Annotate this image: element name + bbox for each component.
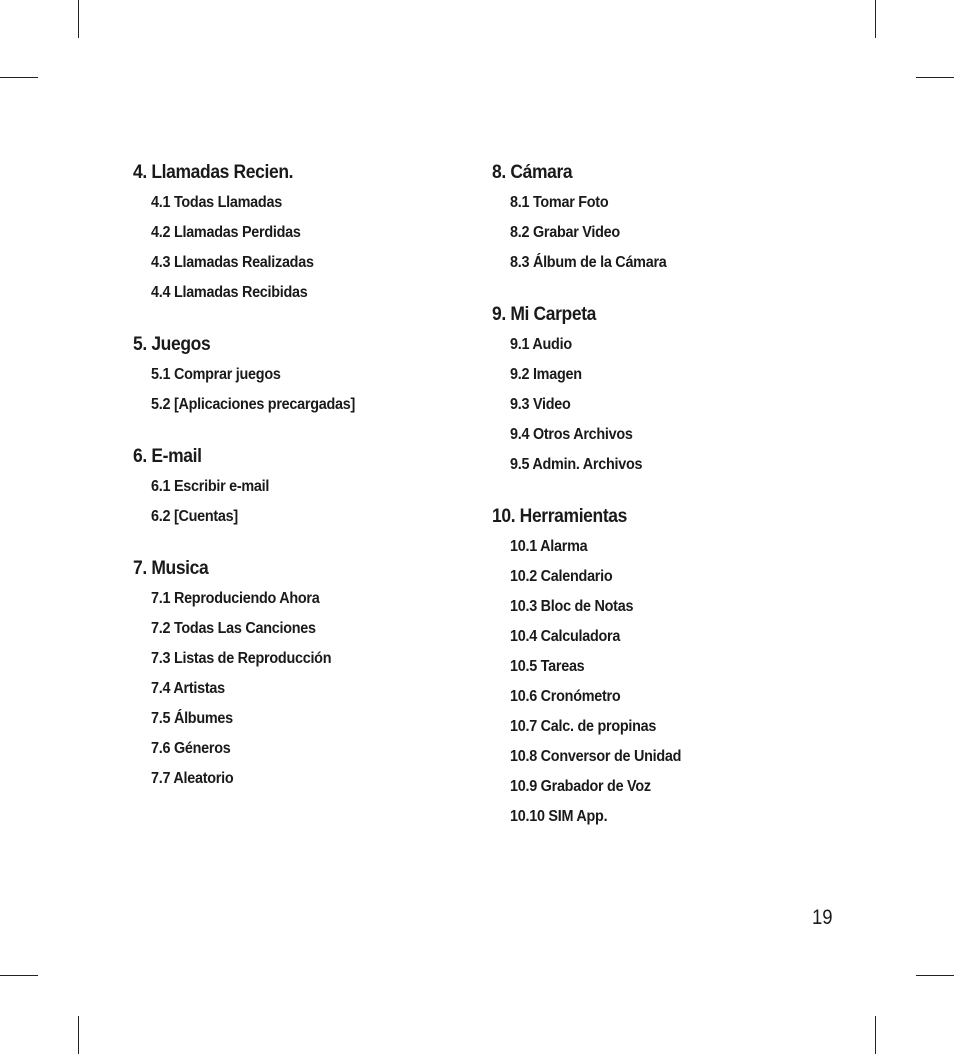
section-title: 4. Llamadas Recien. <box>133 162 294 183</box>
menu-item: 4.2 Llamadas Perdidas <box>151 224 301 241</box>
section-title: 5. Juegos <box>133 334 211 355</box>
crop-mark-top-right-vertical <box>875 0 876 38</box>
menu-item: 10.7 Calc. de propinas <box>510 718 657 735</box>
menu-item: 8.1 Tomar Foto <box>510 194 609 211</box>
crop-mark-top-right-horizontal <box>916 77 954 78</box>
crop-mark-bottom-right-horizontal <box>916 975 954 976</box>
menu-section <box>133 158 380 308</box>
crop-mark-bottom-left-vertical <box>78 1016 79 1054</box>
menu-item: 10.10 SIM App. <box>510 808 608 825</box>
menu-item: 10.2 Calendario <box>510 568 613 585</box>
menu-item: 10.4 Calculadora <box>510 628 621 645</box>
menu-item: 6.1 Escribir e-mail <box>151 478 270 495</box>
menu-item: 8.2 Grabar Video <box>510 224 620 241</box>
menu-item: 7.7 Aleatorio <box>151 770 234 787</box>
menu-section <box>133 554 380 794</box>
menu-item: 9.3 Video <box>510 396 571 413</box>
menu-item: 6.2 [Cuentas] <box>151 508 238 525</box>
menu-item: 7.4 Artistas <box>151 680 225 697</box>
menu-item: 9.4 Otros Archivos <box>510 426 633 443</box>
crop-mark-top-left-vertical <box>78 0 79 38</box>
menu-item: 9.1 Audio <box>510 336 572 353</box>
menu-item: 10.3 Bloc de Notas <box>510 598 634 615</box>
section-title: 7. Musica <box>133 558 209 579</box>
menu-column-left <box>133 158 380 816</box>
menu-item: 7.5 Álbumes <box>151 710 233 727</box>
menu-section <box>133 442 380 532</box>
menu-item: 9.2 Imagen <box>510 366 582 383</box>
menu-item: 7.3 Listas de Reproducción <box>151 650 332 667</box>
menu-item: 10.8 Conversor de Unidad <box>510 748 682 765</box>
menu-item: 4.3 Llamadas Realizadas <box>151 254 314 271</box>
menu-item: 9.5 Admin. Archivos <box>510 456 643 473</box>
menu-item: 4.4 Llamadas Recibidas <box>151 284 308 301</box>
menu-section <box>492 158 702 278</box>
crop-mark-bottom-right-vertical <box>875 1016 876 1054</box>
menu-item: 10.1 Alarma <box>510 538 588 555</box>
menu-column-right <box>492 158 702 854</box>
menu-section <box>492 502 702 832</box>
menu-item: 10.9 Grabador de Voz <box>510 778 651 795</box>
menu-item: 5.2 [Aplicaciones precargadas] <box>151 396 356 413</box>
menu-item: 8.3 Álbum de la Cámara <box>510 254 667 271</box>
menu-section <box>492 300 702 480</box>
menu-item: 7.6 Géneros <box>151 740 231 757</box>
crop-mark-bottom-left-horizontal <box>0 975 38 976</box>
menu-item: 5.1 Comprar juegos <box>151 366 281 383</box>
section-title: 10. Herramientas <box>492 506 628 527</box>
section-title: 6. E-mail <box>133 446 202 467</box>
menu-item: 10.6 Cronómetro <box>510 688 621 705</box>
section-title: 8. Cámara <box>492 162 573 183</box>
page-number: 19 <box>812 906 833 929</box>
crop-mark-top-left-horizontal <box>0 77 38 78</box>
menu-item: 7.2 Todas Las Canciones <box>151 620 316 637</box>
menu-item: 7.1 Reproduciendo Ahora <box>151 590 320 607</box>
menu-item: 4.1 Todas Llamadas <box>151 194 282 211</box>
section-title: 9. Mi Carpeta <box>492 304 597 325</box>
menu-item: 10.5 Tareas <box>510 658 585 675</box>
menu-section <box>133 330 380 420</box>
